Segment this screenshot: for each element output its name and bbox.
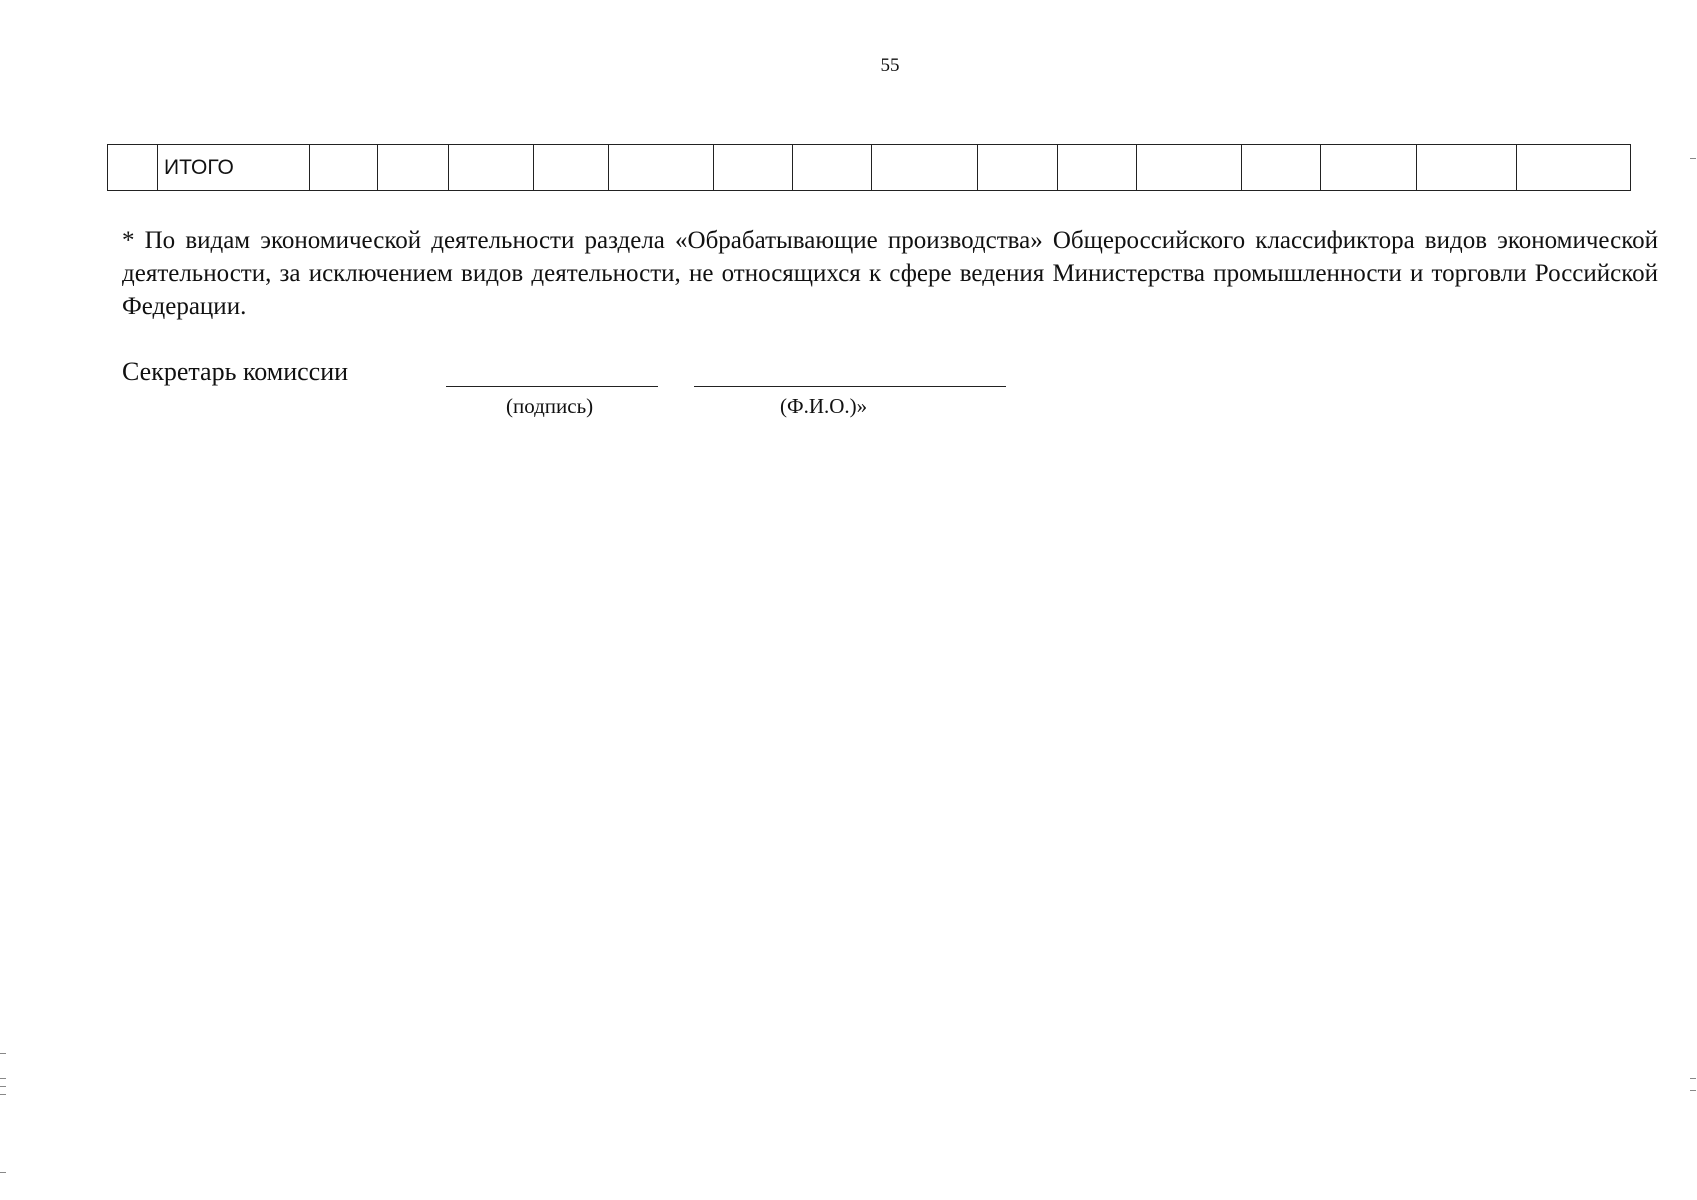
- signature-caption: (подпись): [506, 394, 594, 418]
- table-cell: [1137, 145, 1242, 191]
- page-number: 55: [880, 55, 900, 76]
- table-cell: [1321, 145, 1417, 191]
- totals-row: [108, 145, 1631, 191]
- totals-table: [107, 144, 1631, 191]
- table-cell: [793, 145, 872, 191]
- table-cell: [1242, 145, 1321, 191]
- scan-edge-mark: [1690, 158, 1696, 159]
- table-cell: [872, 145, 978, 191]
- table-cell: [1417, 145, 1517, 191]
- table-cell: [310, 145, 378, 191]
- secretary-label: Секретарь комиссии: [122, 357, 349, 386]
- scan-edge-mark: [0, 1172, 6, 1173]
- scan-edge-mark: [0, 1053, 6, 1054]
- scan-edge-mark: [1690, 1078, 1696, 1079]
- table-cell: [978, 145, 1058, 191]
- scan-edge-mark: [0, 1078, 6, 1079]
- name-caption: (Ф.И.О.)»: [780, 394, 868, 418]
- scan-edge-mark: [1690, 1090, 1696, 1091]
- table-cell: [1517, 145, 1631, 191]
- table-cell: [714, 145, 793, 191]
- table-cell: [609, 145, 714, 191]
- table-cell: [534, 145, 609, 191]
- scan-edge-mark: [0, 1094, 6, 1095]
- name-line: [694, 386, 1006, 387]
- totals-row-label: ИТОГО: [158, 145, 310, 191]
- table-cell: [1058, 145, 1137, 191]
- scan-edge-mark: [0, 1086, 6, 1087]
- table-cell: [449, 145, 534, 191]
- table-cell: [108, 145, 158, 191]
- table-cell: [378, 145, 449, 191]
- footnote: * По видам экономической деятельности раздела «Обрабатывающие производства» Общероссийского классификтора видов экономической деятельности, за исключением видов деятельности, не относящихся к сфере ведения Министерства промышленности и торговли Российской Федерации.: [122, 227, 1658, 320]
- signature-line: [446, 386, 658, 387]
